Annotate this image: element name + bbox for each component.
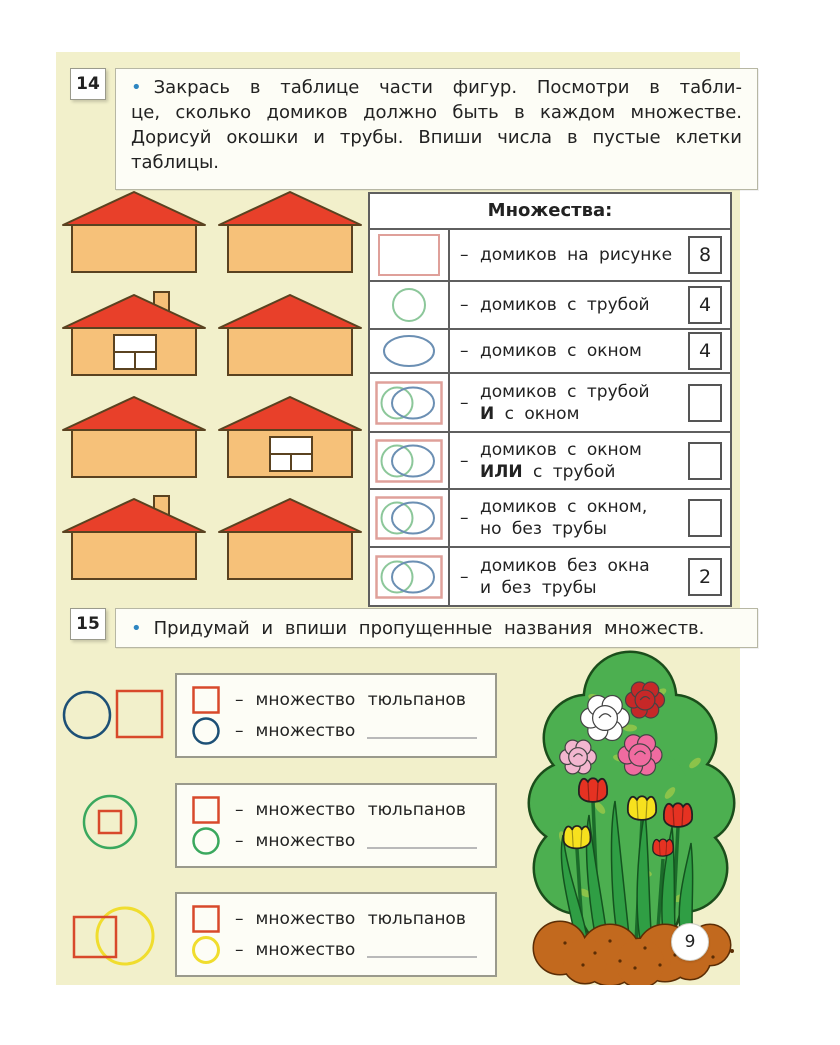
rose-flower <box>560 740 597 774</box>
legend-row <box>191 935 481 965</box>
tulip-flower <box>628 796 656 820</box>
dash: – <box>235 690 244 710</box>
sets-table-row <box>370 328 730 372</box>
venn-icon <box>375 439 443 483</box>
dash: – <box>235 831 244 851</box>
dash: – <box>460 508 469 528</box>
red-square-inside-green-circle-figure <box>80 793 142 853</box>
page-number-badge: 9 <box>671 923 709 961</box>
sets-table-row <box>370 230 730 280</box>
dash: – <box>235 800 244 820</box>
set-description-line: домиков без окна <box>480 555 650 576</box>
green-circle-icon <box>389 285 429 325</box>
set-description-cell <box>450 230 730 280</box>
answer-box[interactable]: 8 <box>688 236 722 274</box>
legend-row <box>191 904 481 934</box>
set-icon-cell <box>370 374 450 431</box>
venn-icon <box>375 381 443 425</box>
set-description-cell <box>450 330 730 372</box>
venn-icon <box>375 555 443 599</box>
rose-flower <box>618 735 662 775</box>
tulip-flower <box>564 826 591 848</box>
set-description-line: домиков с окном <box>480 439 642 460</box>
dash: – <box>460 392 469 413</box>
answer-box[interactable]: 4 <box>688 332 722 370</box>
legend-row <box>191 685 481 715</box>
set-description-cell <box>450 548 730 605</box>
set-icon-cell <box>370 548 450 605</box>
set-description-line: и без трубы <box>480 577 597 598</box>
sets-table-row <box>370 280 730 328</box>
answer-box[interactable] <box>688 499 722 537</box>
legend-row <box>191 795 481 825</box>
set-icon-cell <box>370 230 450 280</box>
answer-blank[interactable] <box>367 833 477 849</box>
set-description-line: домиков с трубой <box>480 381 650 402</box>
blue-circle-icon <box>191 716 221 746</box>
set-description-line: но без трубы <box>480 519 607 539</box>
house-7-chimney <box>63 496 205 579</box>
tulip-flower <box>664 803 692 827</box>
red-rect-icon <box>377 233 441 277</box>
legend-label: множество тюльпанов <box>255 800 466 820</box>
legend-label: множество тюльпанов <box>255 690 466 710</box>
blue-ellipse-icon <box>380 333 438 369</box>
bullet-icon: • <box>131 77 142 98</box>
red-square-icon <box>191 904 221 934</box>
dash: – <box>235 909 244 929</box>
dash: – <box>460 566 469 587</box>
dash: – <box>460 450 469 471</box>
legend-label: множество тюльпанов <box>255 909 466 929</box>
exercise-15-instruction: • Придумай и впиши пропущенные названия множеств. <box>115 608 758 648</box>
set-naming-box <box>175 783 497 868</box>
answer-box[interactable]: 2 <box>688 558 722 596</box>
house-3-chimney-window <box>63 292 205 375</box>
tulip-flower <box>653 839 673 856</box>
sets-table-header: Множества: <box>370 194 730 230</box>
green-circle-icon <box>191 826 221 856</box>
sets-table-row <box>370 431 730 488</box>
set-description-line: домиков с окном <box>480 341 642 361</box>
set-description-cell <box>450 374 730 431</box>
set-icon-cell <box>370 282 450 328</box>
instruction-line: таблицы. <box>131 152 220 173</box>
set-icon-cell <box>370 490 450 546</box>
legend-label: множество <box>255 940 356 960</box>
instruction-line: це, сколько домиков должно быть в каждом множестве. <box>131 102 742 123</box>
set-icon-cell <box>370 433 450 488</box>
set-naming-box <box>175 673 497 758</box>
dash: – <box>235 940 244 960</box>
set-naming-box <box>175 892 497 977</box>
sets-table-row <box>370 372 730 431</box>
house-8 <box>219 499 361 579</box>
answer-box[interactable] <box>688 384 722 422</box>
house-6-window <box>219 397 361 477</box>
bullet-icon: • <box>131 617 142 639</box>
answer-blank[interactable] <box>367 723 477 739</box>
blue-circle-and-red-square-figure <box>60 688 165 744</box>
legend-row <box>191 716 481 746</box>
answer-box[interactable]: 4 <box>688 286 722 324</box>
venn-icon <box>375 496 443 540</box>
house-4 <box>219 295 361 375</box>
answer-blank[interactable] <box>367 942 477 958</box>
tulip-flower <box>579 778 607 802</box>
rose-flower <box>625 682 664 718</box>
set-description-line: И с окном <box>480 403 580 424</box>
dash: – <box>460 341 469 361</box>
red-square-icon <box>191 685 221 715</box>
sets-table-row <box>370 546 730 605</box>
rose-flower <box>581 696 630 741</box>
set-description-cell <box>450 433 730 488</box>
houses-figure <box>57 185 369 595</box>
house-5 <box>63 397 205 477</box>
sets-table-rows <box>370 230 730 605</box>
set-description-line: домиков на рисунке <box>480 245 673 265</box>
legend-label: множество <box>255 721 356 741</box>
dash: – <box>235 721 244 741</box>
red-square-overlapping-yellow-circle-figure <box>70 903 160 969</box>
exercise-14-number: 14 <box>70 68 106 100</box>
dash: – <box>460 245 469 265</box>
legend-row <box>191 826 481 856</box>
set-description-line: домиков с трубой <box>480 295 650 315</box>
set-description-cell <box>450 490 730 546</box>
house-1 <box>63 192 205 272</box>
set-icon-cell <box>370 330 450 372</box>
instruction-line: • Закрась в таблице части фигур. Посмотри в табли- <box>131 77 742 98</box>
exercise-14-instruction <box>115 68 758 190</box>
legend-label: множество <box>255 831 356 851</box>
answer-box[interactable] <box>688 442 722 480</box>
yellow-circle-icon <box>191 935 221 965</box>
house-2 <box>219 192 361 272</box>
page-content-area <box>56 52 740 985</box>
set-description-cell <box>450 282 730 328</box>
set-description-line: ИЛИ с трубой <box>480 461 616 482</box>
sets-table <box>368 192 732 607</box>
instruction-line: Дорисуй окошки и трубы. Впиши числа в пустые клетки <box>131 127 742 148</box>
set-description-line: домиков с окном, <box>480 497 648 517</box>
flower-bush-illustration <box>525 643 740 985</box>
sets-table-row <box>370 488 730 546</box>
red-square-icon <box>191 795 221 825</box>
exercise-15-number: 15 <box>70 608 106 640</box>
dash: – <box>460 295 469 315</box>
